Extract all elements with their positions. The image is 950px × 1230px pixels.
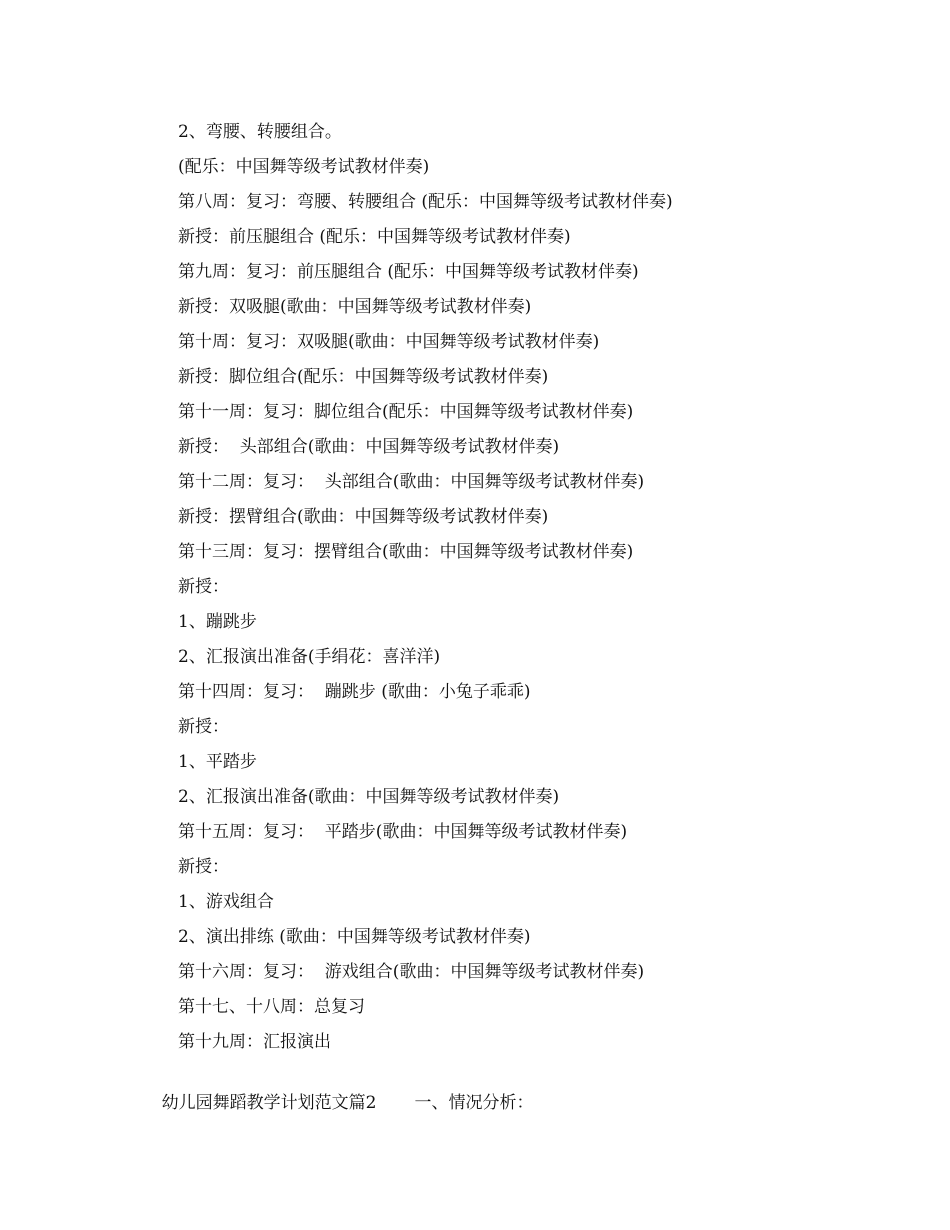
text-line: 2、汇报演出准备(手绢花：喜洋洋) [178, 647, 441, 667]
article-title: 幼儿园舞蹈教学计划范文篇2 [161, 1093, 377, 1113]
text-line: 第十四周：复习： 蹦跳步 (歌曲：小兔子乖乖) [178, 682, 531, 702]
text-line: 第十五周：复习： 平踏步(歌曲：中国舞等级考试教材伴奏) [178, 822, 628, 842]
schedule-text-block [178, 118, 898, 1063]
text-line: 第九周：复习：前压腿组合 (配乐：中国舞等级考试教材伴奏) [178, 262, 639, 282]
text-line: 新授： [178, 717, 229, 737]
text-line: 第十六周：复习： 游戏组合(歌曲：中国舞等级考试教材伴奏) [178, 962, 645, 982]
text-line: 2、演出排练 (歌曲：中国舞等级考试教材伴奏) [178, 927, 531, 947]
text-line: 1、蹦跳步 [178, 612, 257, 632]
text-line: 1、平踏步 [178, 752, 257, 772]
text-line: 新授：双吸腿(歌曲：中国舞等级考试教材伴奏) [178, 297, 532, 317]
text-line: 新授：前压腿组合 (配乐：中国舞等级考试教材伴奏) [178, 227, 571, 247]
text-line: 新授： [178, 577, 229, 597]
text-line: 第十周：复习：双吸腿(歌曲：中国舞等级考试教材伴奏) [178, 332, 600, 352]
next-section-heading [140, 1061, 533, 1145]
text-line: 1、游戏组合 [178, 892, 274, 912]
text-line: (配乐：中国舞等级考试教材伴奏) [178, 157, 430, 177]
text-line: 新授： [178, 857, 229, 877]
text-line: 2、汇报演出准备(歌曲：中国舞等级考试教材伴奏) [178, 787, 560, 807]
text-line: 第十九周：汇报演出 [178, 1032, 331, 1052]
text-line: 新授：摆臂组合(歌曲：中国舞等级考试教材伴奏) [178, 507, 549, 527]
text-line: 第十七、十八周：总复习 [178, 997, 365, 1017]
section-heading: 一、情况分析： [414, 1093, 534, 1113]
text-line: 2、弯腰、转腰组合。 [178, 122, 342, 142]
text-line: 新授： 头部组合(歌曲：中国舞等级考试教材伴奏) [178, 437, 560, 457]
text-line: 第十二周：复习： 头部组合(歌曲：中国舞等级考试教材伴奏) [178, 472, 645, 492]
text-line: 第八周：复习：弯腰、转腰组合 (配乐：中国舞等级考试教材伴奏) [178, 192, 673, 212]
text-line: 新授：脚位组合(配乐：中国舞等级考试教材伴奏) [178, 367, 549, 387]
text-line: 第十三周：复习：摆臂组合(歌曲：中国舞等级考试教材伴奏) [178, 542, 634, 562]
text-line: 第十一周：复习：脚位组合(配乐：中国舞等级考试教材伴奏) [178, 402, 634, 422]
